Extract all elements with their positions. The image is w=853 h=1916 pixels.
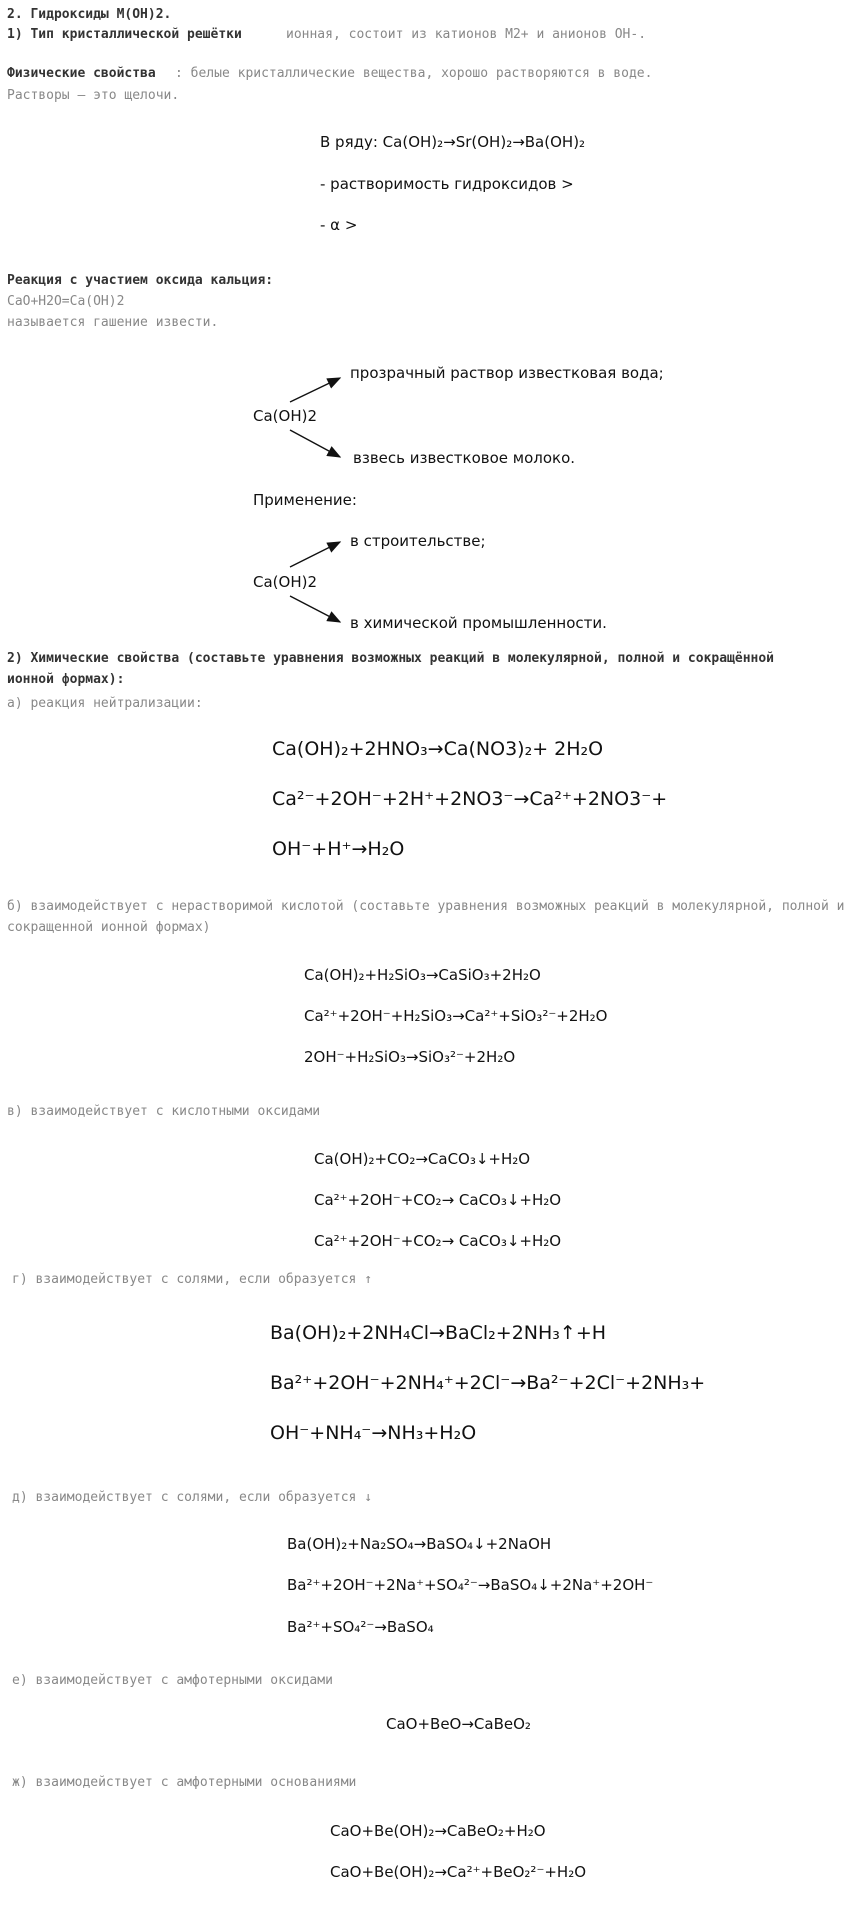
diagram1-arrow-up	[290, 378, 340, 402]
section-g-label: г) взаимодействует с солями, если образуется ↑	[12, 1272, 373, 1287]
section-b-eq-2: Ca²⁺+2OH⁻+H₂SiO₃→Ca²⁺+SiO₃²⁻+2H₂O	[304, 1007, 608, 1025]
section-zh-eq-1: CaO+Be(OH)₂→CaBeO₂+H₂O	[330, 1822, 546, 1840]
application-top-label: в строительстве;	[350, 532, 486, 550]
section-zh-label: ж) взаимодействует с амфотерными основаниями	[12, 1775, 357, 1790]
diagram1-bottom-label: взвесь известковое молоко.	[353, 449, 576, 467]
section-e-label: е) взаимодействует с амфотерными оксидами	[12, 1673, 333, 1688]
diagram-arrows	[0, 0, 853, 700]
diagram1-arrow-down	[290, 430, 340, 457]
cao-note: называется гашение извести.	[7, 315, 219, 330]
section-zh-eq-2: CaO+Be(OH)₂→Ca²⁺+BeO₂²⁻+H₂O	[330, 1863, 587, 1881]
series-line-1: В ряду: Ca(OH)₂→Sr(OH)₂→Ba(OH)₂	[320, 133, 586, 151]
chem-header-line-2: ионной формах):	[7, 672, 125, 687]
section-a-eq-2: Ca²⁻+2OH⁻+2H⁺+2NO3⁻→Ca²⁺+2NO3⁻+	[272, 788, 668, 810]
section-v-eq-2: Ca²⁺+2OH⁻+CO₂→ CaCO₃↓+H₂O	[314, 1191, 562, 1209]
section-v-eq-3: Ca²⁺+2OH⁻+CO₂→ CaCO₃↓+H₂O	[314, 1232, 562, 1250]
chem-header-line-1: 2) Химические свойства (составьте уравнения возможных реакций в молекулярной, полной и сокращённой	[7, 651, 775, 666]
application-center-label: Ca(OH)2	[253, 573, 317, 591]
section-b-eq-1: Ca(OH)₂+H₂SiO₃→CaSiO₃+2H₂O	[304, 966, 541, 984]
section-b-label-2: сокращенной ионной формах)	[7, 920, 211, 935]
cao-label: Реакция с участием оксида кальция:	[7, 273, 274, 288]
section-d-label: д) взаимодействует с солями, если образуется ↓	[12, 1490, 373, 1505]
section-d-eq-2: Ba²⁺+2OH⁻+2Na⁺+SO₄²⁻→BaSO₄↓+2Na⁺+2OH⁻	[287, 1576, 654, 1594]
cao-equation: CaO+H2O=Ca(OH)2	[7, 294, 125, 309]
lattice-label: 1) Тип кристаллической решётки	[7, 27, 242, 42]
section-v-eq-1: Ca(OH)₂+CO₂→CaCO₃↓+H₂O	[314, 1150, 531, 1168]
application-arrow-down	[290, 596, 340, 622]
page-title: 2. Гидроксиды М(ОН)2.	[7, 7, 172, 22]
section-a-eq-3: OH⁻+H⁺→H₂O	[272, 838, 405, 860]
application-bottom-label: в химической промышленности.	[350, 614, 607, 632]
section-v-label: в) взаимодействует с кислотными оксидами	[7, 1104, 321, 1119]
section-a-label: а) реакция нейтрализации:	[7, 696, 203, 711]
section-d-eq-3: Ba²⁺+SO₄²⁻→BaSO₄	[287, 1618, 434, 1636]
physical-label: Физические свойства	[7, 66, 156, 81]
section-e-eq-1: CaO+BeO→CaBeO₂	[386, 1715, 531, 1733]
section-d-eq-1: Ba(OH)₂+Na₂SO₄→BaSO₄↓+2NaOH	[287, 1535, 552, 1553]
section-a-eq-1: Ca(OH)₂+2HNO₃→Ca(NO3)₂+ 2H₂O	[272, 738, 604, 760]
section-b-eq-3: 2OH⁻+H₂SiO₃→SiO₃²⁻+2H₂O	[304, 1048, 516, 1066]
application-arrow-up	[290, 542, 340, 567]
lattice-value: ионная, состоит из катионов М2+ и анионов ОН-.	[286, 27, 647, 42]
section-g-eq-3: OH⁻+NH₄⁻→NH₃+H₂O	[270, 1422, 477, 1444]
physical-text: : белые кристаллические вещества, хорошо растворяются в воде.	[175, 66, 653, 81]
series-line-3: - α >	[320, 216, 358, 234]
series-line-2: - растворимость гидроксидов >	[320, 175, 574, 193]
diagram1-top-label: прозрачный раствор известковая вода;	[350, 364, 664, 382]
diagram1-center-label: Ca(OH)2	[253, 407, 317, 425]
section-g-eq-1: Ba(OH)₂+2NH₄Cl→BaCl₂+2NH₃↑+Н	[270, 1322, 607, 1344]
physical-text-2: Растворы – это щелочи.	[7, 88, 180, 103]
section-b-label-1: б) взаимодействует с нерастворимой кислотой (составьте уравнения возможных реакций в молекулярной, полной и	[7, 899, 845, 914]
section-g-eq-2: Ba²⁺+2OH⁻+2NH₄⁺+2Cl⁻→Ba²⁻+2Cl⁻+2NH₃+	[270, 1372, 706, 1394]
application-label: Применение:	[253, 491, 357, 509]
